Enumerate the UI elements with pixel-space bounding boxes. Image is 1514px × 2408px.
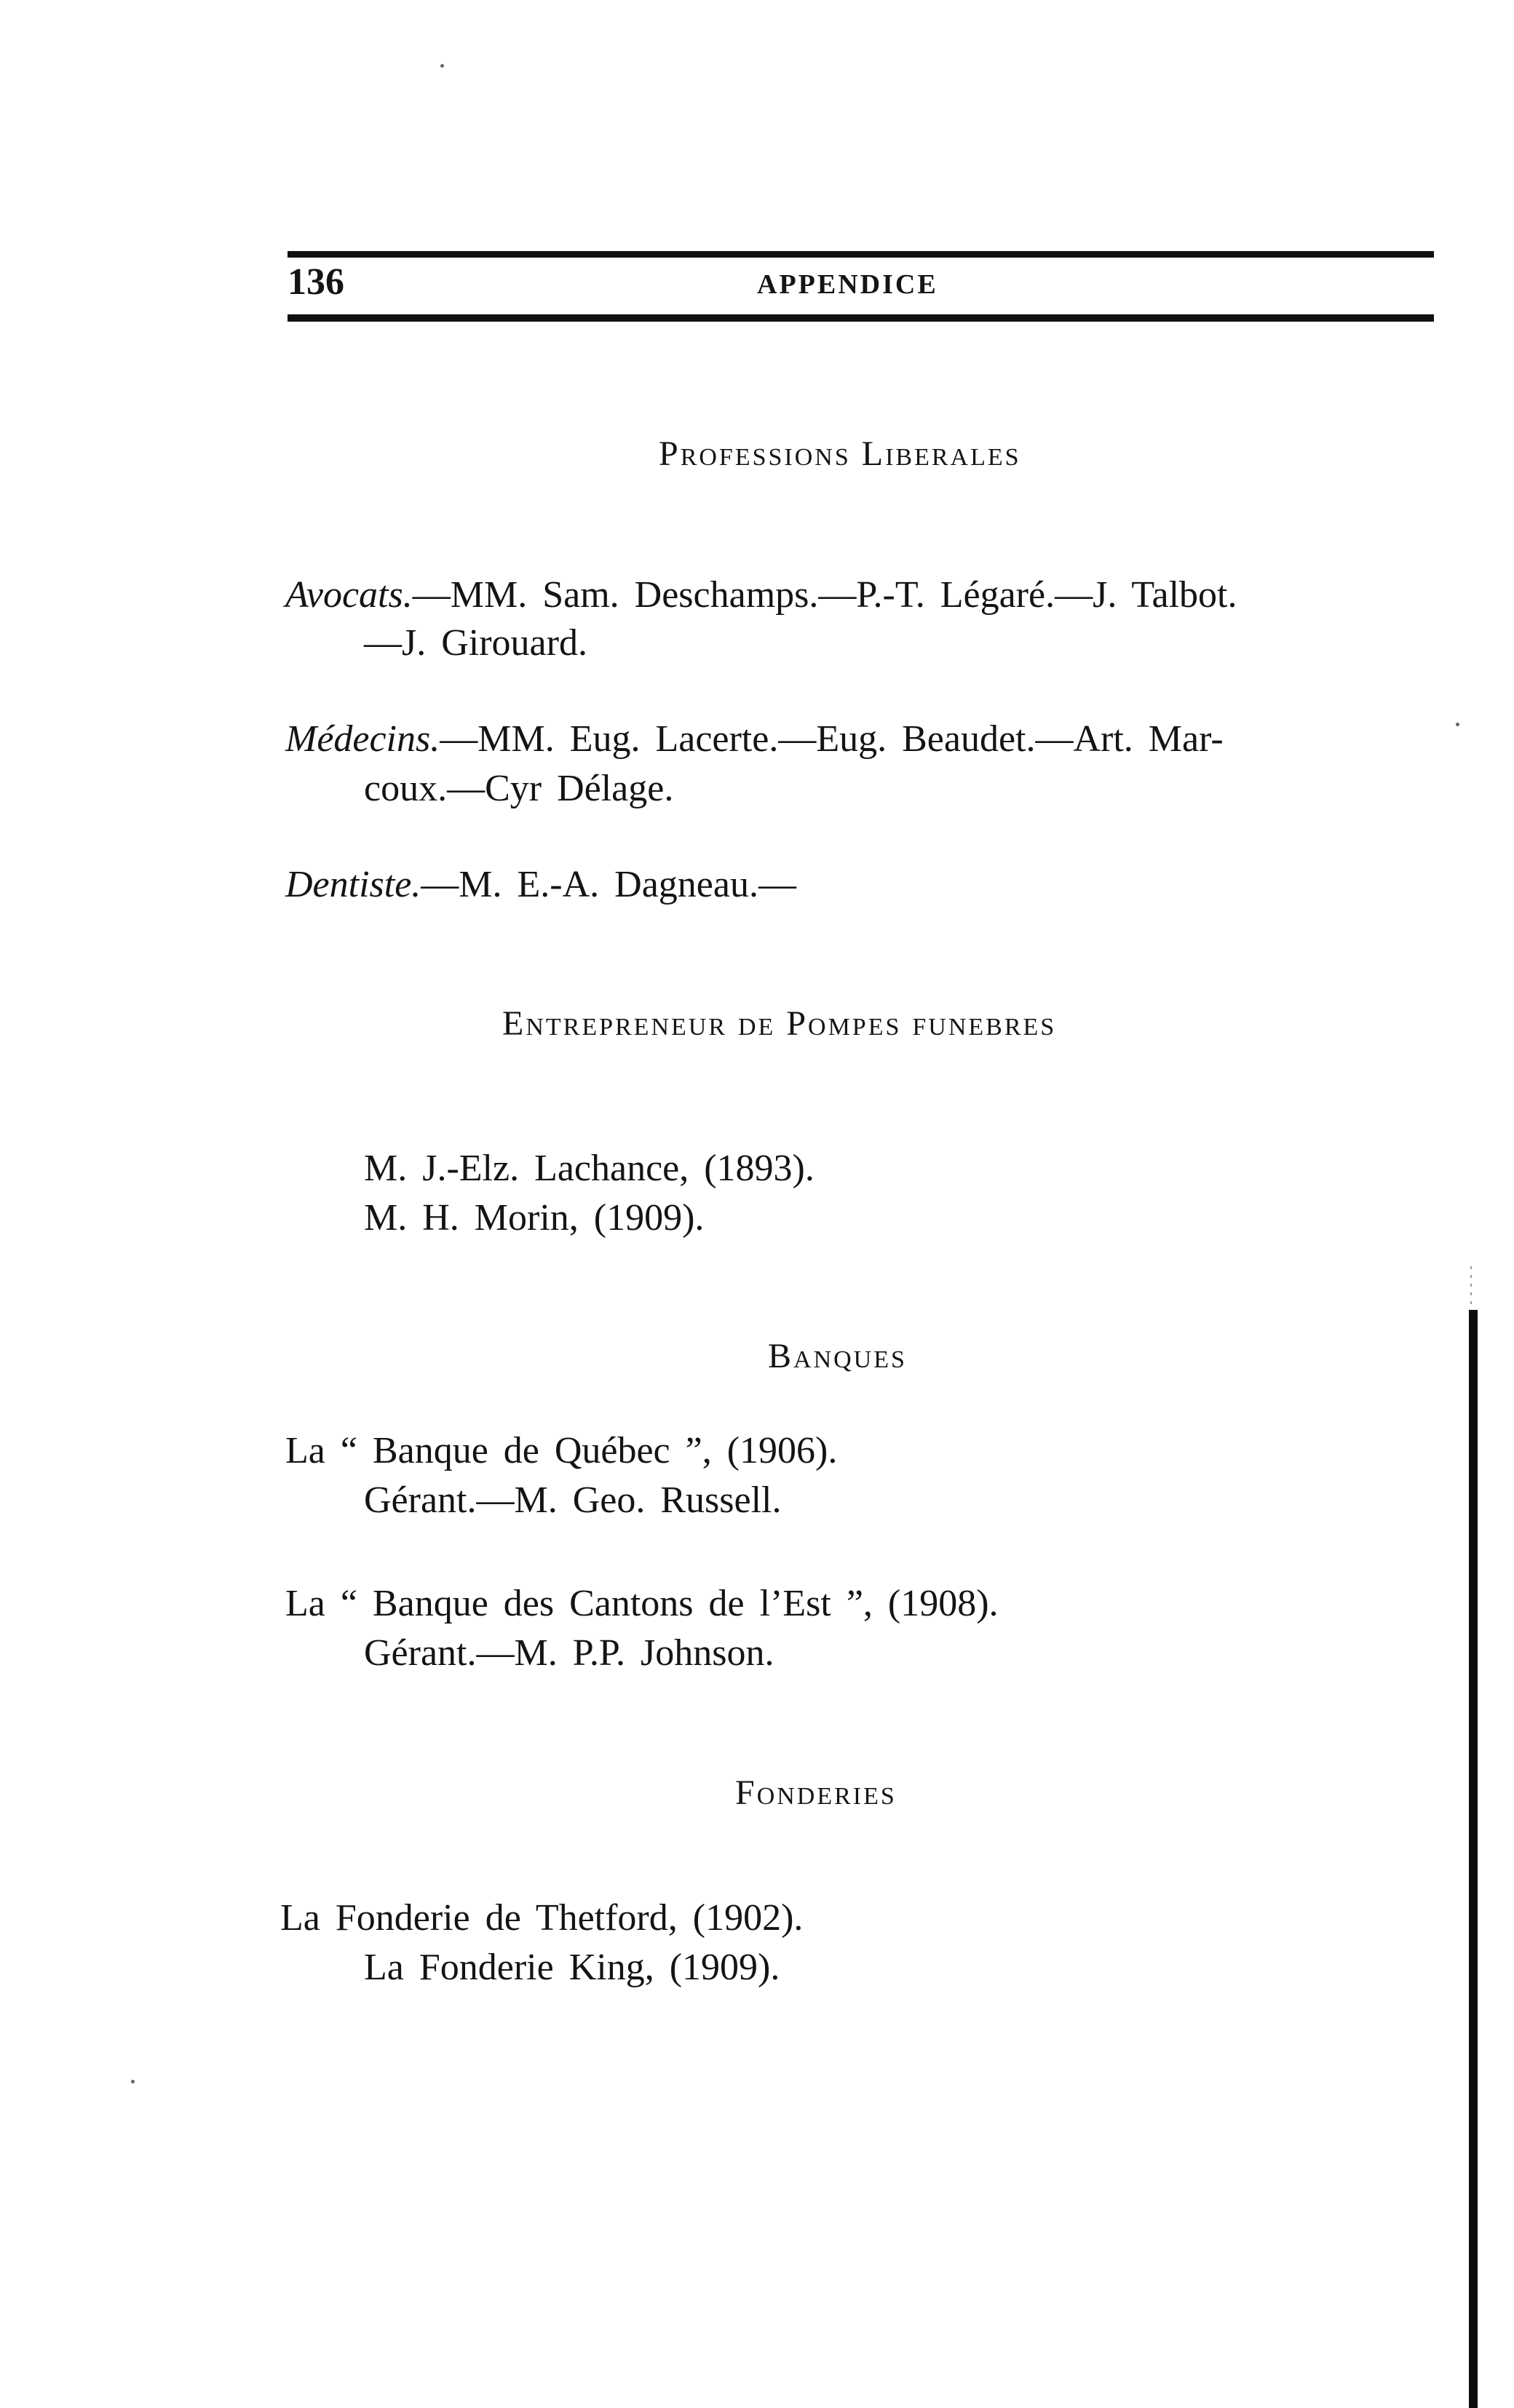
section-heading-professions: Professions Liberales <box>659 434 1021 473</box>
entry-label: Médecins. <box>285 718 440 760</box>
header-top-rule <box>288 251 1434 258</box>
section-heading-pompes: Entrepreneur de Pompes funebres <box>502 1004 1057 1043</box>
running-title: APPENDICE <box>757 269 938 300</box>
scan-edge-specks <box>1470 1266 1472 1310</box>
bank-entry-cantons-est: La “ Banque des Cantons de l’Est ”, (1908). <box>285 1583 999 1624</box>
bank-manager: Gérant.—M. Geo. Russell. <box>364 1479 782 1521</box>
entry-avocats <box>285 576 1237 614</box>
section-heading-fonderies: Fonderies <box>735 1773 897 1812</box>
list-item: M. J.-Elz. Lachance, (1893). <box>364 1148 815 1189</box>
scan-speck <box>1456 723 1459 726</box>
entry-text: —MM. Sam. Deschamps.—P.-T. Légaré.—J. Talbot. <box>412 574 1237 616</box>
entry-dentiste <box>285 866 796 904</box>
list-item: La Fonderie de Thetford, (1902). <box>280 1897 804 1939</box>
entry-label: Dentiste. <box>285 864 421 905</box>
entry-continuation: coux.—Cyr Délage. <box>364 768 674 809</box>
header-bottom-rule <box>288 314 1434 322</box>
entry-text: —MM. Eug. Lacerte.—Eug. Beaudet.—Art. Mar- <box>440 718 1224 760</box>
list-item: La Fonderie King, (1909). <box>364 1947 780 1988</box>
section-heading-banques: Banques <box>768 1337 907 1375</box>
scan-edge-shadow <box>1469 1310 1478 2408</box>
bank-manager: Gérant.—M. P.P. Johnson. <box>364 1632 774 1674</box>
entry-continuation: —J. Girouard. <box>364 622 587 664</box>
entry-medecins <box>285 720 1224 758</box>
entry-label: Avocats. <box>285 574 413 616</box>
scan-speck <box>131 2080 135 2083</box>
page-number: 136 <box>288 261 344 303</box>
bank-entry-quebec: La “ Banque de Québec ”, (1906). <box>285 1430 838 1471</box>
entry-text: —M. E.-A. Dagneau.— <box>421 864 796 905</box>
list-item: M. H. Morin, (1909). <box>364 1197 705 1239</box>
scan-speck <box>440 64 444 68</box>
